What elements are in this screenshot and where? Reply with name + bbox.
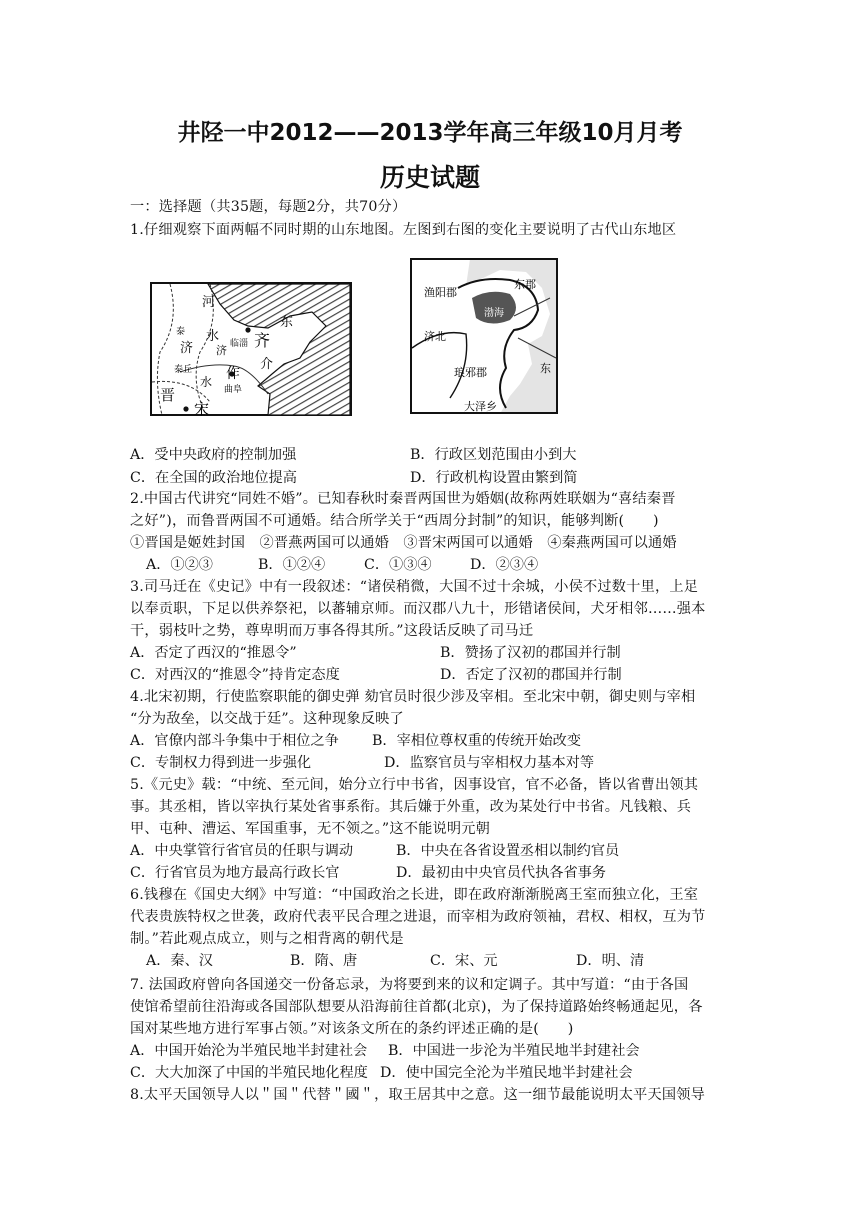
q6-line-3: 制。”若此观点成立，则与之相背离的朝代是 [130,931,404,947]
map-label: 河 [202,295,216,310]
q1-option-d: D．行政机构设置由繁到简 [410,470,578,486]
q3-line-2: 以奉贡职，下足以供养祭祀，以蕃辅京师。而汉郡八九十，形错诸侯间，犬牙相邻……强本 [130,601,706,617]
q2-option-a: A．①②③ [146,557,213,573]
svg-text:泰: 泰 [176,327,186,337]
svg-text:济: 济 [216,344,227,357]
q1-stem: 1.仔细观察下面两幅不同时期的山东地图。左图到右图的变化主要说明了古代山东地区 [130,222,677,238]
svg-text:介: 介 [260,357,274,372]
q2-option-b: B．①②④ [258,557,326,573]
q2-option-d: D．②③④ [470,557,539,573]
svg-text:泰丘: 泰丘 [174,365,193,375]
q5-line-3: 甲、屯种、漕运、军国重事，无不领之。”这不能说明元朝 [130,821,491,837]
q4-line-1: 4.北宋初期，行使监察职能的御史弹 劾官员时很少涉及宰相。至北宋中朝，御史则与宰相 [130,689,696,705]
q4-line-2: “分为敌垒，以交战于廷”。这种现象反映了 [130,711,404,727]
svg-text:东: 东 [540,362,551,375]
q5-line-1: 5.《元史》载：“中统、至元间，始分立行中书省，因事设官，官不必备，皆以省曹出领其 [130,777,699,793]
q7-line-1: 7. 法国政府曾向各国递交一份备忘录，为将要到来的议和定调子。其中写道：“由于各国 [130,977,689,993]
q1-option-c: C．在全国的政治地位提高 [130,470,297,486]
svg-text:济: 济 [180,341,194,356]
q5-option-b: B．中央在各省设置丞相以制约官员 [396,843,620,859]
q3-option-c: C．对西汉的“推恩令”持肯定态度 [130,667,340,683]
svg-text:琅邪郡: 琅邪郡 [454,366,487,379]
svg-text:宋: 宋 [194,400,210,416]
q7-option-a: A．中国开始沦为半殖民地半封建社会 [130,1043,368,1059]
q3-option-d: D．否定了汉初的郡国并行制 [440,667,622,683]
q5-option-c: C．行省官员为地方最高行政长官 [130,865,340,881]
q3-line-3: 干，弱枝叶之势，尊卑明而万事各得其所。”这段话反映了司马迁 [130,623,534,639]
q8-line-1: 8.太平天国领导人以＂国＂代替＂國＂，取王居其中之意。这一细节最能说明太平天国领导 [130,1087,706,1103]
exam-subtitle: 历史试题 [379,163,480,192]
q4-option-d: D．监察官员与宰相权力基本对等 [384,755,595,771]
q1-right-map [410,258,558,414]
q2-line-2: 之好”)，而鲁晋两国不可通婚。结合所学关于“西周分封制”的知识，能够判断( ) [130,513,659,529]
q6-option-a: A．秦、汉 [146,953,213,969]
q1-left-map [150,282,352,416]
svg-text:齐: 齐 [254,331,271,350]
q6-line-2: 代表贵族特权之世袭，政府代表平民合理之进退，而宰相为政府领袖，君权、相权，互为节 [130,909,706,925]
q5-line-2: 事。其丞相，皆以宰执行某处省事系衔。其后嫌于外重，改为某处行中书省。凡钱粮、兵 [130,799,692,815]
q4-option-b: B．宰相位尊权重的传统开始改变 [372,733,582,749]
q4-option-a: A．官僚内部斗争集中于相位之争 [130,733,339,749]
section-heading: 一：选择题（共35题，每题2分，共70分） [130,199,407,215]
svg-text:东: 东 [280,315,294,330]
svg-text:渤海: 渤海 [484,308,504,319]
q7-line-3: 国对某些地方进行军事占领。”对该条文所在的条约评述正确的是( ) [130,1021,574,1037]
q2-option-c: C．①③④ [364,557,432,573]
svg-text:作: 作 [226,366,240,382]
q1-option-a: A．受中央政府的控制加强 [130,447,297,463]
svg-text:晋: 晋 [160,386,176,404]
q3-option-b: B．赞扬了汉初的郡国并行制 [440,645,621,661]
q5-option-d: D．最初由中央官员代执各省事务 [396,865,607,881]
q2-line-1: 2.中国古代讲究“同姓不婚”。已知春秋时秦晋两国世为婚姻(故称两姓联姻为“喜结秦晋 [130,491,676,507]
map-label: 渔阳郡 [424,286,457,299]
q6-option-d: D．明、清 [576,953,645,969]
q3-line-1: 3.司马迁在《史记》中有一段叙述：“诸侯稍微，大国不过十余城，小侯不过数十里，上足 [130,579,699,595]
svg-text:水: 水 [200,375,213,389]
q1-option-b: B．行政区划范围由小到大 [410,447,577,463]
q6-line-1: 6.钱穆在《国史大纲》中写道：“中国政治之长进，即在政府渐渐脱离王室而独立化，王室 [130,887,699,903]
svg-text:曲阜: 曲阜 [224,385,243,395]
svg-text:济北: 济北 [424,330,446,343]
q7-option-d: D．使中国完全沦为半殖民地半封建社会 [380,1065,633,1081]
q5-option-a: A．中央掌管行省官员的任职与调动 [130,843,354,859]
exam-title: 井陉一中2012——2013学年高三年级10月月考 [177,120,683,146]
q7-option-c: C．大大加深了中国的半殖民地化程度 [130,1065,368,1081]
q7-option-b: B．中国进一步沦为半殖民地半封建社会 [388,1043,640,1059]
svg-text:大泽乡: 大泽乡 [464,400,497,413]
q2-line-3: ①晋国是姬姓封国 ②晋燕两国可以通婚 ③晋宋两国可以通婚 ④秦燕两国可以通婚 [130,535,677,551]
svg-text:东郡: 东郡 [514,278,536,291]
q4-option-c: C．专制权力得到进一步强化 [130,755,312,771]
q6-option-b: B．隋、唐 [290,953,358,969]
q6-option-c: C．宋、元 [430,953,498,969]
svg-text:水: 水 [206,329,220,344]
q3-option-a: A．否定了西汉的“推恩令” [130,645,297,661]
q7-line-2: 使馆希望前往沿海或各国部队想要从沿海前往首都(北京)，为了保持道路始终畅通起见，各 [130,999,703,1015]
svg-text:临淄: 临淄 [230,339,249,349]
